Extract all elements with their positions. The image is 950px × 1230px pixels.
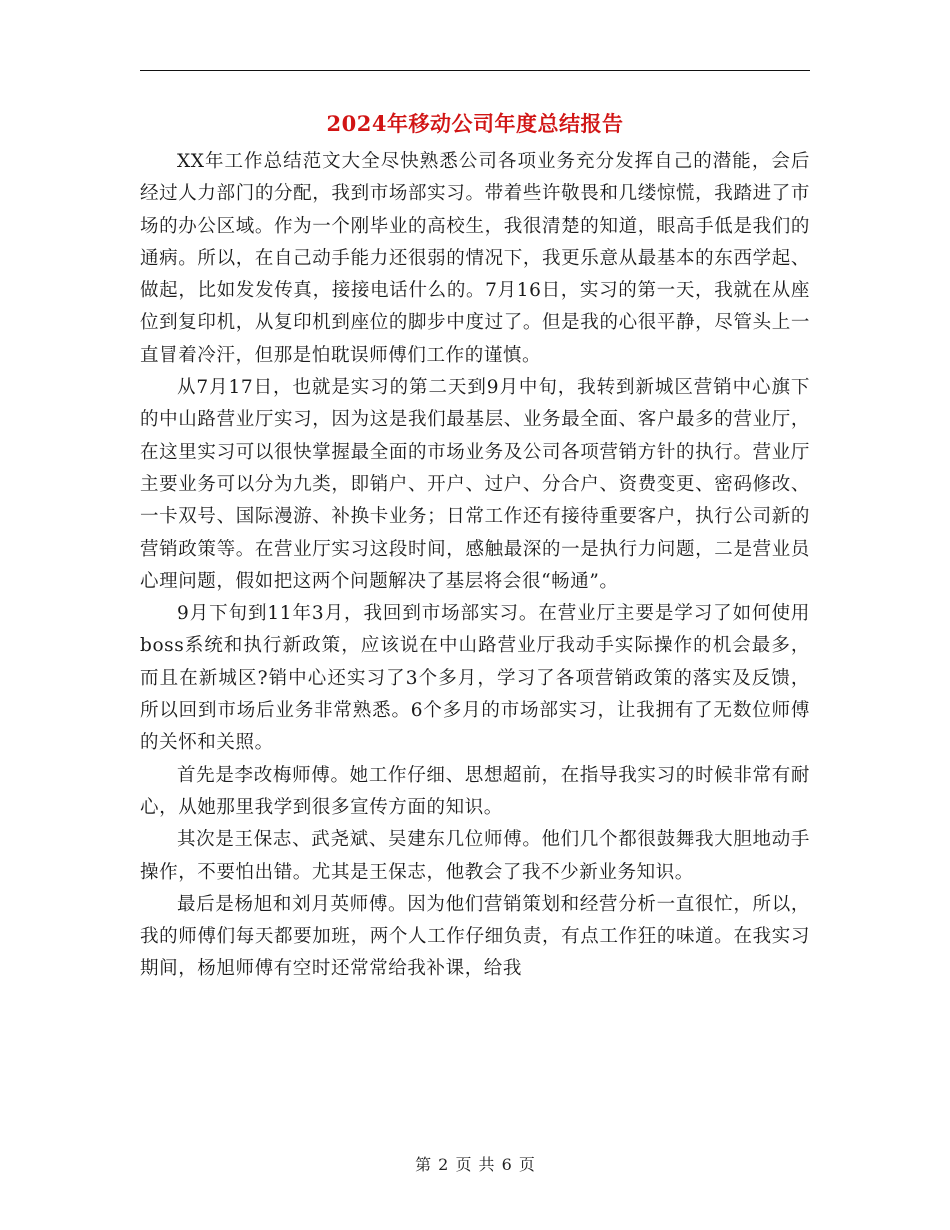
page-footer: 第 2 页 共 6 页	[415, 1155, 535, 1174]
header-rule	[140, 70, 810, 71]
paragraph-6: 最后是杨旭和刘月英师傅。因为他们营销策划和经营分析一直很忙，所以，我的师傅们每天都要加班，两个人工作仔细负责，有点工作狂的味道。在我实习期间，杨旭师傅有空时还常常给我补课，给我	[140, 893, 810, 980]
paragraph-2: 从7月17日，也就是实习的第二天到9月中旬，我转到新城区营销中心旗下的中山路营业厅实习，因为这是我们最基层、业务最全面、客户最多的营业厅，在这里实习可以很快掌握最全面的市场业务及公司各项营销方针的执行。营业厅主要业务可以分为九类，即销户、开户、过户、分合户、资费变更、密码修改、一卡双号、国际漫游、补换卡业务；日常工作还有接待重要客户，执行公司新的营销政策等。在营业厅实习这段时间，感触最深的一是执行力问题，二是营业员心理问题，假如把这两个问题解决了基层将会很“畅通”。	[140, 377, 810, 592]
document-title: 2024年移动公司年度总结报告	[326, 111, 624, 136]
document-body	[140, 146, 810, 986]
paragraph-1: XX年工作总结范文大全尽快熟悉公司各项业务充分发挥自己的潜能，会后经过人力部门的分配，我到市场部实习。带着些许敬畏和几缕惊慌，我踏进了市场的办公区域。作为一个刚毕业的高校生，我很清楚的知道，眼高手低是我们的通病。所以，在自己动手能力还很弱的情况下，我更乐意从最基本的东西学起、做起，比如发发传真，接接电话什么的。7月16日，实习的第一天，我就在从座位到复印机，从复印机到座位的脚步中度过了。但是我的心很平静，尽管头上一直冒着冷汗，但那是怕耽误师傅们工作的谨慎。	[140, 151, 810, 366]
paragraph-4: 首先是李改梅师傅。她工作仔细、思想超前，在指导我实习的时候非常有耐心，从她那里我学到很多宣传方面的知识。	[140, 764, 810, 818]
paragraph-3: 9月下旬到11年3月，我回到市场部实习。在营业厅主要是学习了如何使用boss系统和执行新政策，应该说在中山路营业厅我动手实际操作的机会最多，而且在新城区?销中心还实习了3个多月，学习了各项营销政策的落实及反馈，所以回到市场后业务非常熟悉。6个多月的市场部实习，让我拥有了无数位师傅的关怀和关照。	[140, 603, 810, 754]
paragraph-5: 其次是王保志、武尧斌、吴建东几位师傅。他们几个都很鼓舞我大胆地动手操作，不要怕出错。尤其是王保志，他教会了我不少新业务知识。	[140, 829, 810, 883]
